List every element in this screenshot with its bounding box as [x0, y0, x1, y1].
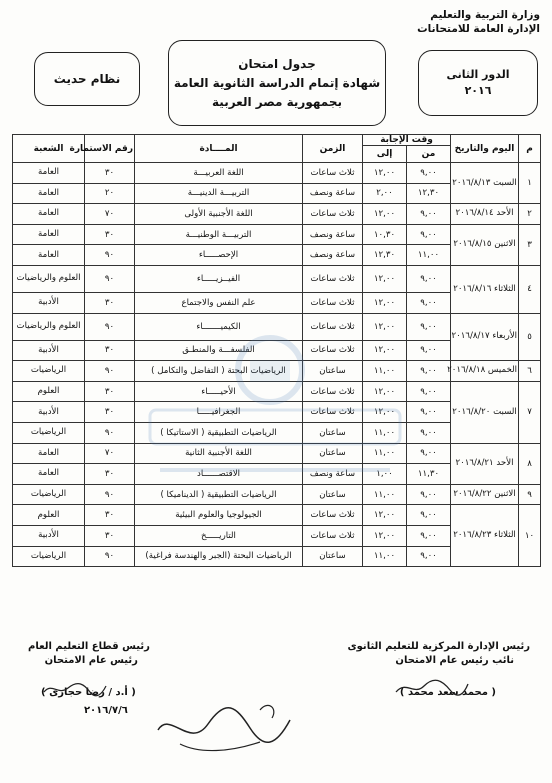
duration: ثلاث ساعات — [303, 505, 363, 526]
subject: التربيـــة الوطنيـــة — [135, 224, 303, 245]
table-row — [13, 361, 541, 382]
table-row — [13, 484, 541, 505]
row-num: ٢ — [519, 204, 541, 225]
time-from: ٩,٠٠ — [407, 484, 451, 505]
schedule-table — [12, 134, 541, 567]
section: الأدبية — [13, 525, 85, 546]
time-to: ١٠,٣٠ — [363, 224, 407, 245]
section: العامة — [13, 443, 85, 464]
header-subject: المــــادة — [135, 135, 303, 163]
section: الرياضيات — [13, 546, 85, 567]
subject: اللغة الأجنبية الثانية — [135, 443, 303, 464]
section: الرياضيات — [13, 484, 85, 505]
handwritten-signature-right — [392, 676, 472, 700]
time-to: ١١,٠٠ — [363, 361, 407, 382]
form-no: ٩٠ — [85, 484, 135, 505]
time-to: ١٢,٠٠ — [363, 204, 407, 225]
form-no: ٣٠ — [85, 505, 135, 526]
row-day: الاثنين ٢٠١٦/٨/٢٢ — [451, 484, 519, 505]
signature-right-name: ( محمد سعد محمد ) — [399, 687, 496, 698]
time-from: ٩,٠٠ — [407, 422, 451, 443]
header-to: إلى — [363, 146, 407, 163]
time-to: ٢,٠٠ — [363, 183, 407, 204]
subject: التاريـــــخ — [135, 525, 303, 546]
title-line-3: بجمهورية مصر العربية — [212, 94, 342, 109]
time-to: ١٢,٠٠ — [363, 265, 407, 292]
section: الرياضيات — [13, 361, 85, 382]
time-to: ١٢,٣٠ — [363, 245, 407, 266]
header-form-no: رقم الاستمارة — [85, 135, 135, 163]
row-day: الأحد ٢٠١٦/٨/٢١ — [451, 443, 519, 484]
time-from: ١١,٣٠ — [407, 464, 451, 485]
subject: الإحصـــــاء — [135, 245, 303, 266]
time-to: ١١,٠٠ — [363, 484, 407, 505]
header-section: الشعبة — [13, 135, 85, 163]
form-no: ٧٠ — [85, 443, 135, 464]
time-from: ٩,٠٠ — [407, 443, 451, 464]
section: العامة — [13, 224, 85, 245]
subject: الاقتصــــــاد — [135, 464, 303, 485]
table-row — [13, 505, 541, 526]
signature-block-left — [28, 640, 150, 718]
row-day: السبت ٢٠١٦/٨/٢٠ — [451, 381, 519, 443]
section: العامة — [13, 183, 85, 204]
duration: ثلاث ساعات — [303, 402, 363, 423]
form-no: ٢٠ — [85, 183, 135, 204]
title-line-1: جدول امتحان — [238, 56, 316, 71]
time-to: ١١,٠٠ — [363, 546, 407, 567]
system-label: نظام حديث — [53, 72, 121, 86]
form-no: ٣٠ — [85, 163, 135, 184]
time-to: ١١,٠٠ — [363, 443, 407, 464]
department-name: الإدارة العامة للامتحانات — [417, 23, 540, 35]
table-row — [13, 313, 541, 340]
ministry-header — [417, 8, 540, 36]
signature-left-role: رئيس عام الامتحان — [44, 655, 138, 666]
signature-left-name: ( أ.د / رضا حجازى ) — [41, 687, 136, 698]
row-num: ٨ — [519, 443, 541, 484]
subject: اللغة العربيـــة — [135, 163, 303, 184]
duration: ثلاث ساعات — [303, 525, 363, 546]
time-from: ٩,٠٠ — [407, 204, 451, 225]
subject: الجغرافيـــــا — [135, 402, 303, 423]
duration: ساعتان — [303, 422, 363, 443]
section: العامة — [13, 245, 85, 266]
form-no: ٧٠ — [85, 204, 135, 225]
row-day: السبت ٢٠١٦/٨/١٣ — [451, 163, 519, 204]
duration: ثلاث ساعات — [303, 340, 363, 361]
subject: التربيـــة الدينيـــة — [135, 183, 303, 204]
section: الرياضيات — [13, 422, 85, 443]
time-from: ٩,٠٠ — [407, 224, 451, 245]
duration: ساعة ونصف — [303, 464, 363, 485]
row-num: ١ — [519, 163, 541, 204]
time-from: ١١,٠٠ — [407, 245, 451, 266]
ministry-name: وزارة التربية والتعليم — [430, 9, 540, 21]
row-num: ٤ — [519, 265, 541, 313]
subject: اللغة الأجنبية الأولى — [135, 204, 303, 225]
subject: الفلسفـــة والمنطـق — [135, 340, 303, 361]
row-day: الثلاثاء ٢٠١٦/٨/٢٣ — [451, 505, 519, 567]
subject: الكيميـــــــاء — [135, 313, 303, 340]
header-num: م — [519, 135, 541, 163]
title-box — [168, 40, 386, 126]
table-row — [13, 224, 541, 245]
table-row — [13, 443, 541, 464]
subject: الرياضيات البحتة (الجبر والهندسة فراغية) — [135, 546, 303, 567]
duration: ساعة ونصف — [303, 245, 363, 266]
handwritten-signature-center — [150, 690, 300, 760]
time-to: ١٢,٠٠ — [363, 402, 407, 423]
signature-right-title: رئيس الإدارة المركزية للتعليم الثانوى — [347, 641, 530, 652]
row-num: ٥ — [519, 313, 541, 361]
time-to: ١٢,٠٠ — [363, 313, 407, 340]
row-num: ٧ — [519, 381, 541, 443]
subject: الرياضيات التطبيقية ( الاستاتيكا ) — [135, 422, 303, 443]
form-no: ٣٠ — [85, 340, 135, 361]
form-no: ٣٠ — [85, 381, 135, 402]
header-day: اليوم والتاريخ — [451, 135, 519, 163]
header-duration: الزمن — [303, 135, 363, 163]
header-from: من — [407, 146, 451, 163]
duration: ثلاث ساعات — [303, 381, 363, 402]
time-from: ٩,٠٠ — [407, 402, 451, 423]
subject: الرياضيات البحتة ( التفاضل والتكامل ) — [135, 361, 303, 382]
section: العلوم — [13, 505, 85, 526]
time-to: ١٢,٠٠ — [363, 381, 407, 402]
time-from: ٩,٠٠ — [407, 313, 451, 340]
section: العامة — [13, 464, 85, 485]
section: العلوم والرياضيات — [13, 265, 85, 292]
section: الأدبية — [13, 340, 85, 361]
subject: الرياضيات التطبيقية ( الديناميكا ) — [135, 484, 303, 505]
round-year: ٢٠١٦ — [464, 84, 492, 97]
section: الأدبية — [13, 292, 85, 313]
duration: ساعتان — [303, 484, 363, 505]
duration: ساعتان — [303, 443, 363, 464]
row-num: ٩ — [519, 484, 541, 505]
time-to: ١١,٠٠ — [363, 422, 407, 443]
form-no: ٩٠ — [85, 422, 135, 443]
form-no: ٣٠ — [85, 292, 135, 313]
duration: ثلاث ساعات — [303, 163, 363, 184]
form-no: ٣٠ — [85, 224, 135, 245]
round-label: الدور الثانى — [446, 68, 510, 81]
time-from: ٩,٠٠ — [407, 163, 451, 184]
section: العامة — [13, 204, 85, 225]
header-answer-time: وقت الإجابة — [363, 135, 451, 146]
duration: ثلاث ساعات — [303, 204, 363, 225]
time-from: ٩,٠٠ — [407, 505, 451, 526]
signature-left-date: ٢٠١٦/٧/٦ — [83, 705, 128, 716]
row-num: ٣ — [519, 224, 541, 265]
form-no: ٩٠ — [85, 361, 135, 382]
form-no: ٩٠ — [85, 265, 135, 292]
time-to: ١,٠٠ — [363, 464, 407, 485]
row-num: ٦ — [519, 361, 541, 382]
subject: علم النفس والاجتماع — [135, 292, 303, 313]
time-from: ١٢,٣٠ — [407, 183, 451, 204]
duration: ثلاث ساعات — [303, 265, 363, 292]
time-from: ٩,٠٠ — [407, 381, 451, 402]
row-day: الثلاثاء ٢٠١٦/٨/١٦ — [451, 265, 519, 313]
time-from: ٩,٠٠ — [407, 361, 451, 382]
row-day: الاثنين ٢٠١٦/٨/١٥ — [451, 224, 519, 265]
time-to: ١٢,٠٠ — [363, 505, 407, 526]
subject: الفيــزيـــــاء — [135, 265, 303, 292]
row-num: ١٠ — [519, 505, 541, 567]
row-day: الخميس ٢٠١٦/٨/١٨ — [451, 361, 519, 382]
form-no: ٣٠ — [85, 464, 135, 485]
time-from: ٩,٠٠ — [407, 340, 451, 361]
system-box — [34, 52, 140, 106]
signature-left-title: رئيس قطاع التعليم العام — [28, 641, 150, 652]
title-line-2: شهادة إتمام الدراسة الثانوية العامة — [173, 75, 381, 90]
time-from: ٩,٠٠ — [407, 265, 451, 292]
subject: الأحيـــــاء — [135, 381, 303, 402]
duration: ساعة ونصف — [303, 224, 363, 245]
form-no: ٩٠ — [85, 546, 135, 567]
time-to: ١٢,٠٠ — [363, 292, 407, 313]
table-row — [13, 265, 541, 292]
time-from: ٩,٠٠ — [407, 292, 451, 313]
form-no: ٩٠ — [85, 245, 135, 266]
section: العامة — [13, 163, 85, 184]
section: العلوم والرياضيات — [13, 313, 85, 340]
section: الأدبية — [13, 402, 85, 423]
duration: ساعتان — [303, 361, 363, 382]
form-no: ٩٠ — [85, 313, 135, 340]
subject: الجيولوجيا والعلوم البيئية — [135, 505, 303, 526]
time-from: ٩,٠٠ — [407, 525, 451, 546]
form-no: ٣٠ — [85, 402, 135, 423]
signature-right-role: نائب رئيس عام الامتحان — [395, 655, 514, 666]
time-from: ٩,٠٠ — [407, 546, 451, 567]
row-day: الأحد ٢٠١٦/٨/١٤ — [451, 204, 519, 225]
duration: ساعة ونصف — [303, 183, 363, 204]
table-row — [13, 163, 541, 184]
time-to: ١٢,٠٠ — [363, 340, 407, 361]
table-row — [13, 381, 541, 402]
duration: ثلاث ساعات — [303, 313, 363, 340]
handwritten-signature-left — [40, 680, 110, 698]
duration: ثلاث ساعات — [303, 292, 363, 313]
time-to: ١٢,٠٠ — [363, 163, 407, 184]
exam-round-box — [418, 50, 538, 116]
table-row — [13, 204, 541, 225]
section: العلوم — [13, 381, 85, 402]
row-day: الأربعاء ٢٠١٦/٨/١٧ — [451, 313, 519, 361]
duration: ساعتان — [303, 546, 363, 567]
time-to: ١٢,٠٠ — [363, 525, 407, 546]
form-no: ٣٠ — [85, 525, 135, 546]
